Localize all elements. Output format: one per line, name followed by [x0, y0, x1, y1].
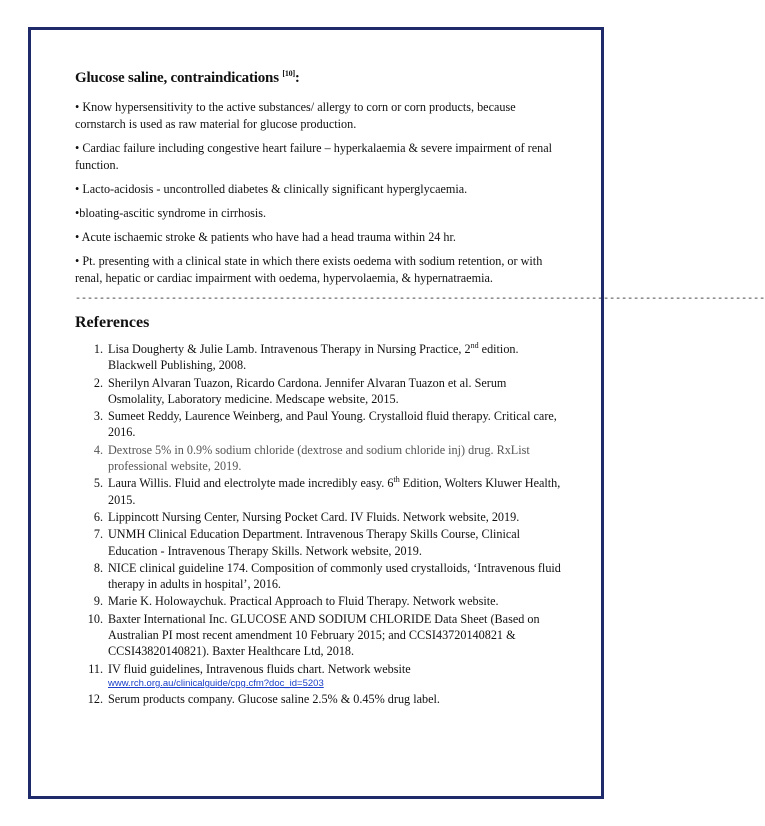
reference-text: Sherilyn Alvaran Tuazon, Ricardo Cardona. Jennifer Alvaran Tuazon et al. Serum Osmolality, Laboratory medicine. Medscape website, 2015. [108, 375, 507, 406]
contraindication-item: • Acute ischaemic stroke & patients who have had a head trauma within 24 hr. [75, 230, 456, 244]
reference-text: Lippincott Nursing Center, Nursing Pocket Card. IV Fluids. Network website, 2019. [108, 509, 520, 524]
reference-item [75, 442, 565, 475]
reference-item [75, 611, 565, 660]
reference-superscript: th [393, 475, 400, 485]
section-heading [75, 70, 565, 87]
reference-item [75, 375, 565, 408]
contraindication-item: • Know hypersensitivity to the active substances/ allergy to corn or corn products, because cornstarch is used as raw material for glucose production. [75, 100, 516, 131]
section-heading-text: Glucose saline, contraindications [75, 70, 279, 86]
reference-number: 6. [93, 509, 103, 524]
reference-text: NICE clinical guideline 174. Composition of commonly used crystalloids, ‘Intravenous fluid therapy in adults in hospital’, 2016. [108, 560, 561, 592]
reference-number: 4. [93, 442, 103, 457]
reference-text: Sumeet Reddy, Laurence Weinberg, and Paul Young. Crystalloid fluid therapy. Critical care, 2016. [108, 409, 557, 440]
contraindication-item: • Cardiac failure including congestive heart failure – hyperkalaemia & severe impairment of renal function. [75, 141, 553, 172]
dashed-divider: ------------------------------------------------------------------------------------------------------------------- [75, 294, 765, 305]
reference-text: Marie K. Holowaychuk. Practical Approach to Fluid Therapy. Network website. [108, 594, 499, 609]
reference-item [75, 560, 565, 593]
reference-number: 5. [93, 476, 103, 491]
reference-text-cont: Edition, Wolters Kluwer Health, 2015. [108, 476, 561, 507]
reference-number: 7. [93, 527, 103, 542]
reference-item [75, 593, 565, 609]
section-heading-citation: [10] [282, 69, 295, 78]
reference-number: 2. [93, 375, 103, 390]
contraindication-item: • Pt. presenting with a clinical state in which there exists oedema with sodium retention, or with renal, hepatic or cardiac impairment with oedema, hypervolaemia, & hypernatraemia. [75, 254, 543, 285]
contraindication-item: •bloating-ascitic syndrome in cirrhosis. [75, 206, 267, 220]
reference-text: Laura Willis. Fluid and electrolyte made incredibly easy. 6 [108, 476, 394, 491]
reference-text: IV fluid guidelines, Intravenous fluids chart. Network website [108, 661, 411, 676]
reference-number: 8. [93, 560, 103, 575]
reference-item [75, 526, 565, 559]
reference-number: 9. [93, 594, 103, 609]
references-title: References [75, 314, 150, 331]
reference-text: Baxter International Inc. GLUCOSE AND SODIUM CHLORIDE Data Sheet (Based on Australian PI most recent amendment 10 February 2015; and CCSI43720140821 & CCSI43820140821). Baxter Healthcare Ltd, 2018. [108, 611, 540, 659]
reference-number: 3. [93, 409, 103, 424]
reference-item [75, 341, 565, 374]
reference-item [75, 509, 565, 525]
reference-item [75, 661, 565, 690]
reference-number: 12. [87, 691, 103, 706]
reference-number: 10. [87, 611, 103, 626]
reference-superscript: nd [470, 340, 479, 350]
document-content [75, 69, 765, 708]
reference-item [75, 408, 565, 441]
reference-number: 1. [93, 342, 103, 356]
references-list [75, 341, 565, 707]
reference-text: Lisa Dougherty & Julie Lamb. Intravenous Therapy in Nursing Practice, 2 [108, 342, 471, 356]
reference-text: Serum products company. Glucose saline 2.5% & 0.45% drug label. [108, 691, 440, 706]
reference-item [75, 475, 565, 508]
reference-text: UNMH Clinical Education Department. Intravenous Therapy Skills Course, Clinical Education - Intravenous Therapy Skills. Network website, 2019. [108, 527, 521, 558]
reference-number: 11. [88, 661, 103, 676]
reference-text: Dextrose 5% in 0.9% sodium chloride (dextrose and sodium chloride inj) drug. RxList professional website, 2019. [108, 442, 530, 474]
reference-link[interactable]: www.rch.org.au/clinicalguide/cpg.cfm?doc_id=5203 [108, 677, 324, 689]
reference-item [75, 691, 565, 707]
contraindication-item: • Lacto-acidosis - uncontrolled diabetes & clinically significant hyperglycaemia. [75, 182, 468, 196]
section-heading-colon: : [294, 70, 300, 86]
reference-text-cont: edition. Blackwell Publishing, 2008. [108, 342, 519, 373]
